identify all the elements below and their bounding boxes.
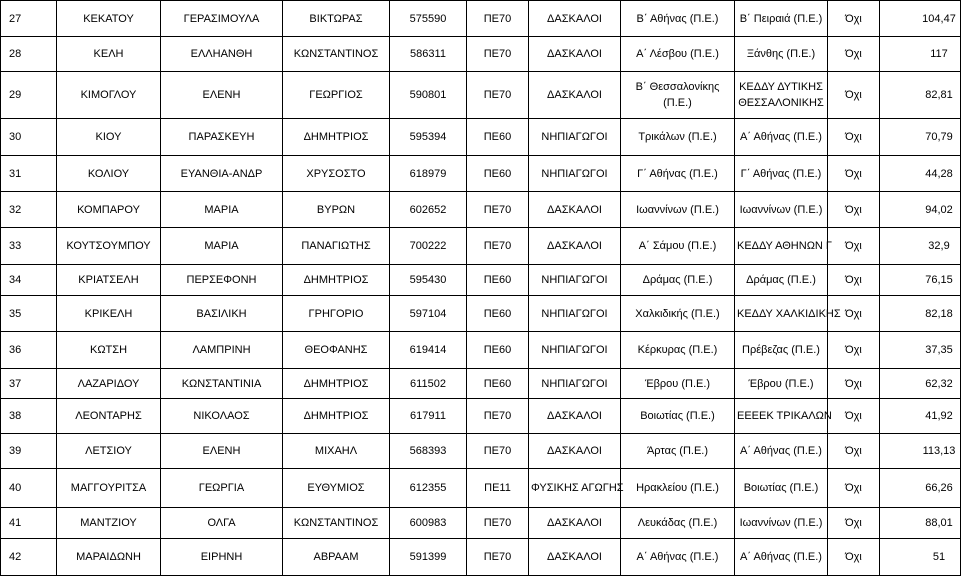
points-cell: 41,92 (880, 399, 961, 434)
table-row (1, 119, 961, 156)
table-row (1, 369, 961, 399)
specialty-cell: ΝΗΠΙΑΓΩΓΟΙ (529, 369, 621, 399)
origin-cell: Α΄ Σάμου (Π.Ε.) (621, 228, 735, 265)
destination-cell: Βοιωτίας (Π.Ε.) (735, 469, 828, 508)
father-name-cell: ΚΩΝΣΤΑΝΤΙΝΟΣ (283, 508, 390, 539)
destination-cell: ΕΕΕΕΚ ΤΡΙΚΑΛΩΝ (735, 399, 828, 434)
points-cell: 44,28 (880, 156, 961, 192)
row-number-cell: 39 (1, 434, 57, 469)
surname-cell: ΚΙΜΟΓΛΟΥ (57, 72, 161, 119)
registry-number-cell: 586311 (390, 37, 467, 72)
row-number-cell: 40 (1, 469, 57, 508)
father-name-cell: ΕΥΘΥΜΙΟΣ (283, 469, 390, 508)
surname-cell: ΚΩΤΣΗ (57, 332, 161, 369)
registry-number-cell: 575590 (390, 1, 467, 37)
points-cell: 82,18 (880, 296, 961, 332)
branch-cell: ΠΕ70 (467, 539, 529, 576)
points-cell: 70,79 (880, 119, 961, 156)
specialty-cell: ΔΑΣΚΑΛΟΙ (529, 508, 621, 539)
branch-cell: ΠΕ70 (467, 434, 529, 469)
first-name-cell: ΕΛΕΝΗ (161, 434, 283, 469)
surname-cell: ΚΟΥΤΣΟΥΜΠΟΥ (57, 228, 161, 265)
surname-cell: ΜΑΝΤΖΙΟΥ (57, 508, 161, 539)
father-name-cell: ΓΕΩΡΓΙΟΣ (283, 72, 390, 119)
row-number-cell: 28 (1, 37, 57, 72)
row-number-cell: 34 (1, 265, 57, 296)
registry-number-cell: 568393 (390, 434, 467, 469)
father-name-cell: ΒΥΡΩΝ (283, 192, 390, 228)
branch-cell: ΠΕ60 (467, 119, 529, 156)
special-category-cell: Όχι (828, 399, 880, 434)
first-name-cell: ΕΥΑΝΘΙΑ-ΑΝΔΡ (161, 156, 283, 192)
destination-cell: Γ΄ Αθήνας (Π.Ε.) (735, 156, 828, 192)
branch-cell: ΠΕ11 (467, 469, 529, 508)
father-name-cell: ΔΗΜΗΤΡΙΟΣ (283, 369, 390, 399)
surname-cell: ΚΕΚΑΤΟΥ (57, 1, 161, 37)
row-number-cell: 30 (1, 119, 57, 156)
origin-cell: Γ΄ Αθήνας (Π.Ε.) (621, 156, 735, 192)
branch-cell: ΠΕ70 (467, 1, 529, 37)
destination-cell: Ιωαννίνων (Π.Ε.) (735, 192, 828, 228)
origin-cell: Δράμας (Π.Ε.) (621, 265, 735, 296)
branch-cell: ΠΕ60 (467, 332, 529, 369)
table-row (1, 228, 961, 265)
points-cell: 104,47 (880, 1, 961, 37)
specialty-cell: ΔΑΣΚΑΛΟΙ (529, 37, 621, 72)
branch-cell: ΠΕ60 (467, 296, 529, 332)
row-number-cell: 27 (1, 1, 57, 37)
specialty-cell: ΔΑΣΚΑΛΟΙ (529, 72, 621, 119)
first-name-cell: ΕΛΛΗΑΝΘΗ (161, 37, 283, 72)
father-name-cell: ΑΒΡΑΑΜ (283, 539, 390, 576)
surname-cell: ΛΑΖΑΡΙΔΟΥ (57, 369, 161, 399)
points-cell: 66,26 (880, 469, 961, 508)
registry-number-cell: 618979 (390, 156, 467, 192)
origin-cell: Α΄ Αθήνας (Π.Ε.) (621, 539, 735, 576)
first-name-cell: ΠΕΡΣΕΦΟΝΗ (161, 265, 283, 296)
registry-number-cell: 619414 (390, 332, 467, 369)
table-row (1, 37, 961, 72)
table-row (1, 539, 961, 576)
first-name-cell: ΕΙΡΗΝΗ (161, 539, 283, 576)
destination-cell: Α΄ Αθήνας (Π.Ε.) (735, 434, 828, 469)
surname-cell: ΜΑΡΑΙΔΩΝΗ (57, 539, 161, 576)
row-number-cell: 33 (1, 228, 57, 265)
father-name-cell: ΒΙΚΤΩΡΑΣ (283, 1, 390, 37)
father-name-cell: ΔΗΜΗΤΡΙΟΣ (283, 119, 390, 156)
branch-cell: ΠΕ70 (467, 192, 529, 228)
special-category-cell: Όχι (828, 119, 880, 156)
registry-number-cell: 612355 (390, 469, 467, 508)
row-number-cell: 35 (1, 296, 57, 332)
points-cell: 76,15 (880, 265, 961, 296)
row-number-cell: 36 (1, 332, 57, 369)
special-category-cell: Όχι (828, 1, 880, 37)
father-name-cell: ΚΩΝΣΤΑΝΤΙΝΟΣ (283, 37, 390, 72)
destination-cell: Ξάνθης (Π.Ε.) (735, 37, 828, 72)
special-category-cell: Όχι (828, 37, 880, 72)
registry-number-cell: 602652 (390, 192, 467, 228)
points-cell: 37,35 (880, 332, 961, 369)
branch-cell: ΠΕ70 (467, 72, 529, 119)
specialty-cell: ΔΑΣΚΑΛΟΙ (529, 1, 621, 37)
specialty-cell: ΝΗΠΙΑΓΩΓΟΙ (529, 265, 621, 296)
father-name-cell: ΧΡΥΣΟΣΤΟ (283, 156, 390, 192)
special-category-cell: Όχι (828, 156, 880, 192)
destination-cell: Ιωαννίνων (Π.Ε.) (735, 508, 828, 539)
first-name-cell: ΠΑΡΑΣΚΕΥΗ (161, 119, 283, 156)
surname-cell: ΛΕΤΣΙΟΥ (57, 434, 161, 469)
destination-cell: ΚΕΔΔΥ ΔΥΤΙΚΗΣ ΘΕΣΣΑΛΟΝΙΚΗΣ (735, 72, 828, 119)
origin-cell: Χαλκιδικής (Π.Ε.) (621, 296, 735, 332)
origin-cell: Β΄ Αθήνας (Π.Ε.) (621, 1, 735, 37)
registry-number-cell: 600983 (390, 508, 467, 539)
branch-cell: ΠΕ70 (467, 399, 529, 434)
special-category-cell: Όχι (828, 434, 880, 469)
points-cell: 94,02 (880, 192, 961, 228)
table-row (1, 265, 961, 296)
registry-number-cell: 591399 (390, 539, 467, 576)
points-cell: 88,01 (880, 508, 961, 539)
table-row (1, 434, 961, 469)
branch-cell: ΠΕ60 (467, 156, 529, 192)
registry-number-cell: 617911 (390, 399, 467, 434)
destination-cell: Έβρου (Π.Ε.) (735, 369, 828, 399)
specialty-cell: ΦΥΣΙΚΗΣ ΑΓΩΓΗΣ (529, 469, 621, 508)
special-category-cell: Όχι (828, 72, 880, 119)
branch-cell: ΠΕ70 (467, 37, 529, 72)
table-row (1, 296, 961, 332)
specialty-cell: ΝΗΠΙΑΓΩΓΟΙ (529, 296, 621, 332)
specialty-cell: ΝΗΠΙΑΓΩΓΟΙ (529, 119, 621, 156)
row-number-cell: 32 (1, 192, 57, 228)
destination-cell: Α΄ Αθήνας (Π.Ε.) (735, 119, 828, 156)
table-row (1, 469, 961, 508)
father-name-cell: ΓΡΗΓΟΡΙΟ (283, 296, 390, 332)
origin-cell: Έβρου (Π.Ε.) (621, 369, 735, 399)
surname-cell: ΜΑΓΓΟΥΡΙΤΣΑ (57, 469, 161, 508)
destination-cell: ΚΕΔΔΥ ΑΘΗΝΩΝ Γ (735, 228, 828, 265)
specialty-cell: ΝΗΠΙΑΓΩΓΟΙ (529, 156, 621, 192)
branch-cell: ΠΕ70 (467, 508, 529, 539)
first-name-cell: ΓΕΡΑΣΙΜΟΥΛΑ (161, 1, 283, 37)
first-name-cell: ΕΛΕΝΗ (161, 72, 283, 119)
father-name-cell: ΔΗΜΗΤΡΙΟΣ (283, 265, 390, 296)
first-name-cell: ΝΙΚΟΛΑΟΣ (161, 399, 283, 434)
special-category-cell: Όχι (828, 469, 880, 508)
father-name-cell: ΘΕΟΦΑΝΗΣ (283, 332, 390, 369)
first-name-cell: ΜΑΡΙΑ (161, 228, 283, 265)
row-number-cell: 29 (1, 72, 57, 119)
surname-cell: ΛΕΟΝΤΑΡΗΣ (57, 399, 161, 434)
registry-number-cell: 590801 (390, 72, 467, 119)
registry-number-cell: 611502 (390, 369, 467, 399)
origin-cell: Α΄ Λέσβου (Π.Ε.) (621, 37, 735, 72)
specialty-cell: ΔΑΣΚΑΛΟΙ (529, 434, 621, 469)
origin-cell: Λευκάδας (Π.Ε.) (621, 508, 735, 539)
table-row (1, 399, 961, 434)
origin-cell: Τρικάλων (Π.Ε.) (621, 119, 735, 156)
first-name-cell: ΒΑΣΙΛΙΚΗ (161, 296, 283, 332)
specialty-cell: ΔΑΣΚΑΛΟΙ (529, 228, 621, 265)
surname-cell: ΚΙΟΥ (57, 119, 161, 156)
table-row (1, 332, 961, 369)
special-category-cell: Όχι (828, 539, 880, 576)
points-cell: 117 (880, 37, 961, 72)
father-name-cell: ΜΙΧΑΗΛ (283, 434, 390, 469)
first-name-cell: ΚΩΝΣΤΑΝΤΙΝΙΑ (161, 369, 283, 399)
table-row (1, 192, 961, 228)
first-name-cell: ΛΑΜΠΡΙΝΗ (161, 332, 283, 369)
first-name-cell: ΓΕΩΡΓΙΑ (161, 469, 283, 508)
father-name-cell: ΔΗΜΗΤΡΙΟΣ (283, 399, 390, 434)
registry-number-cell: 700222 (390, 228, 467, 265)
surname-cell: ΚΡΙΑΤΣΕΛΗ (57, 265, 161, 296)
row-number-cell: 31 (1, 156, 57, 192)
registry-number-cell: 595394 (390, 119, 467, 156)
surname-cell: ΚΡΙΚΕΛΗ (57, 296, 161, 332)
first-name-cell: ΟΛΓΑ (161, 508, 283, 539)
first-name-cell: ΜΑΡΙΑ (161, 192, 283, 228)
origin-cell: Ηρακλείου (Π.Ε.) (621, 469, 735, 508)
special-category-cell: Όχι (828, 265, 880, 296)
points-cell: 82,81 (880, 72, 961, 119)
branch-cell: ΠΕ70 (467, 228, 529, 265)
row-number-cell: 41 (1, 508, 57, 539)
registry-number-cell: 595430 (390, 265, 467, 296)
points-cell: 113,13 (880, 434, 961, 469)
points-cell: 32,9 (880, 228, 961, 265)
father-name-cell: ΠΑΝΑΓΙΩΤΗΣ (283, 228, 390, 265)
row-number-cell: 37 (1, 369, 57, 399)
special-category-cell: Όχι (828, 192, 880, 228)
branch-cell: ΠΕ60 (467, 369, 529, 399)
specialty-cell: ΔΑΣΚΑΛΟΙ (529, 192, 621, 228)
destination-cell: Β΄ Πειραιά (Π.Ε.) (735, 1, 828, 37)
destination-cell: Δράμας (Π.Ε.) (735, 265, 828, 296)
special-category-cell: Όχι (828, 369, 880, 399)
points-cell: 51 (880, 539, 961, 576)
row-number-cell: 38 (1, 399, 57, 434)
origin-cell: Άρτας (Π.Ε.) (621, 434, 735, 469)
points-cell: 62,32 (880, 369, 961, 399)
origin-cell: Ιωαννίνων (Π.Ε.) (621, 192, 735, 228)
surname-cell: ΚΕΛΗ (57, 37, 161, 72)
destination-cell: ΚΕΔΔΥ ΧΑΛΚΙΔΙΚΗΣ (735, 296, 828, 332)
origin-cell: Β΄ Θεσσαλονίκης (Π.Ε.) (621, 72, 735, 119)
special-category-cell: Όχι (828, 332, 880, 369)
specialty-cell: ΔΑΣΚΑΛΟΙ (529, 539, 621, 576)
special-category-cell: Όχι (828, 508, 880, 539)
table-body (1, 1, 961, 576)
surname-cell: ΚΟΜΠΑΡΟΥ (57, 192, 161, 228)
origin-cell: Κέρκυρας (Π.Ε.) (621, 332, 735, 369)
origin-cell: Βοιωτίας (Π.Ε.) (621, 399, 735, 434)
special-category-cell: Όχι (828, 296, 880, 332)
table-row (1, 72, 961, 119)
table-row (1, 1, 961, 37)
specialty-cell: ΝΗΠΙΑΓΩΓΟΙ (529, 332, 621, 369)
branch-cell: ΠΕ60 (467, 265, 529, 296)
destination-cell: Πρέβεζας (Π.Ε.) (735, 332, 828, 369)
special-category-cell: Όχι (828, 228, 880, 265)
table-row (1, 156, 961, 192)
surname-cell: ΚΟΛΙΟΥ (57, 156, 161, 192)
registry-number-cell: 597104 (390, 296, 467, 332)
table-row (1, 508, 961, 539)
row-number-cell: 42 (1, 539, 57, 576)
specialty-cell: ΔΑΣΚΑΛΟΙ (529, 399, 621, 434)
destination-cell: Α΄ Αθήνας (Π.Ε.) (735, 539, 828, 576)
